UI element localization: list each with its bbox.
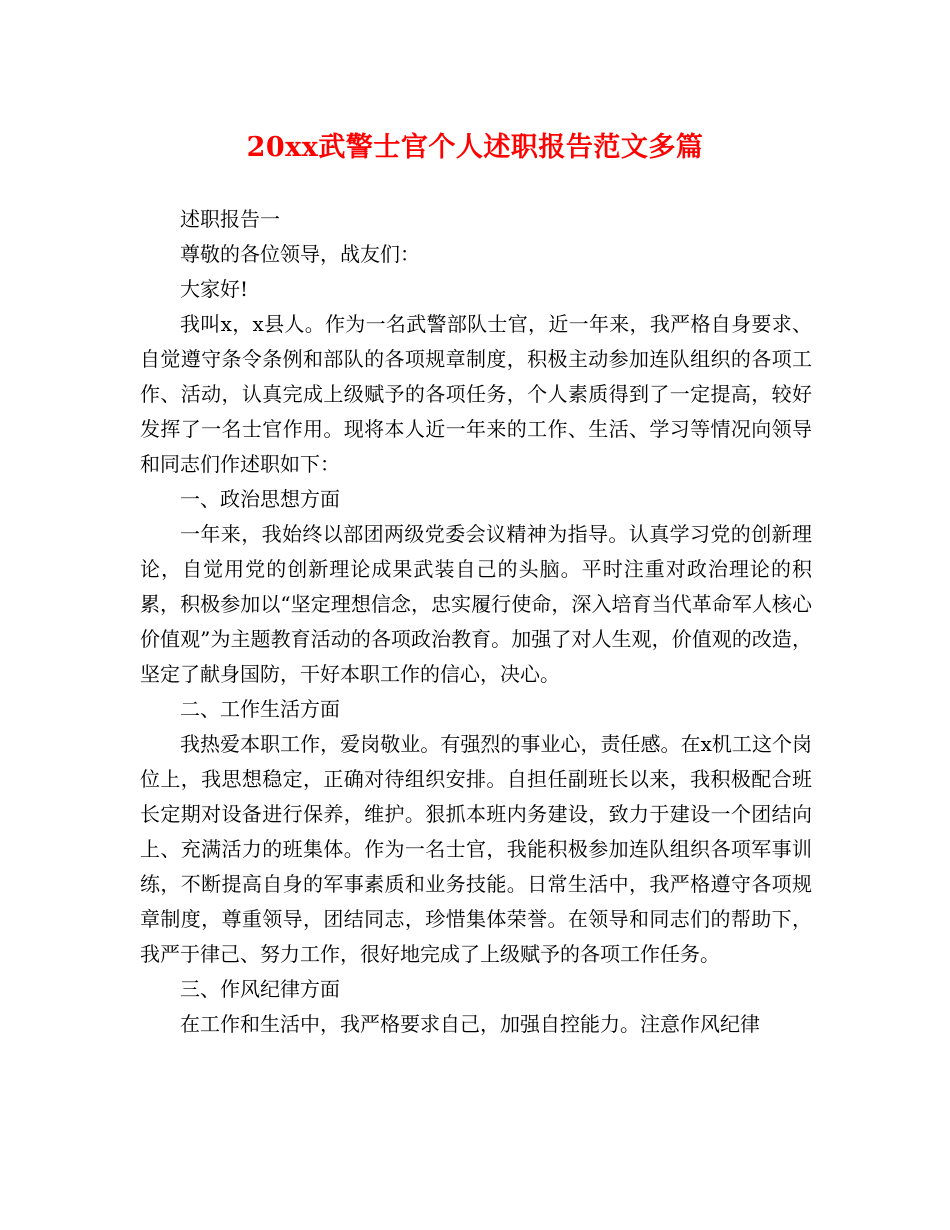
discipline-paragraph: 在工作和生活中，我严格要求自己，加强自控能力。注意作风纪律 (180, 1012, 760, 1036)
document-title: 20xx武警士官个人述职报告范文多篇 (246, 132, 704, 163)
salutation: 尊敬的各位领导，战友们： (180, 242, 420, 266)
work-life-paragraph: 我热爱本职工作，爱岗敬业。有强烈的事业心，责任感。在x机工这个岗位上，我思想稳定，正确对待组织安排。自担任副班长以来，我积极配合班长定期对设备进行保养，维护。狠抓本班内务建设，致力于建设一个团结向上、充满活力的班集体。作为一名士官，我能积极参加连队组织各项军事训练，不断提高自身的军事素质和业务技能。日常生活中，我严格遵守各项规章制度，尊重领导，团结同志，珍惜集体荣誉。在领导和同志们的帮助下，我严于律己、努力工作，很好地完成了上级赋予的各项工作任务。 (140, 732, 812, 966)
political-paragraph: 一年来，我始终以部团两级党委会议精神为指导。认真学习党的创新理论，自觉用党的创新理论成果武装自己的头脑。平时注重对政治理论的积累，积极参加以“坚定理想信念，忠实履行使命，深入培育当代革命军人核心价值观”为主题教育活动的各项政治教育。加强了对人生观，价值观的改造，坚定了献身国防，干好本职工作的信心，决心。 (140, 522, 812, 686)
section-heading-work-life: 二、工作生活方面 (180, 697, 340, 721)
intro-paragraph: 我叫x，x县人。作为一名武警部队士官，近一年来，我严格自身要求、自觉遵守条令条例和部队的各项规章制度，积极主动参加连队组织的各项工作、活动，认真完成上级赋予的各项任务，个人素质得到了一定提高，较好发挥了一名士官作用。现将本人近一年来的工作、生活、学习等情况向领导和同志们作述职如下： (140, 312, 812, 476)
document-body (140, 202, 812, 1042)
section-heading-political: 一、政治思想方面 (180, 487, 340, 511)
section-heading-discipline: 三、作风纪律方面 (180, 977, 340, 1001)
greeting: 大家好! (180, 277, 249, 301)
section-heading-report-one: 述职报告一 (180, 207, 280, 231)
